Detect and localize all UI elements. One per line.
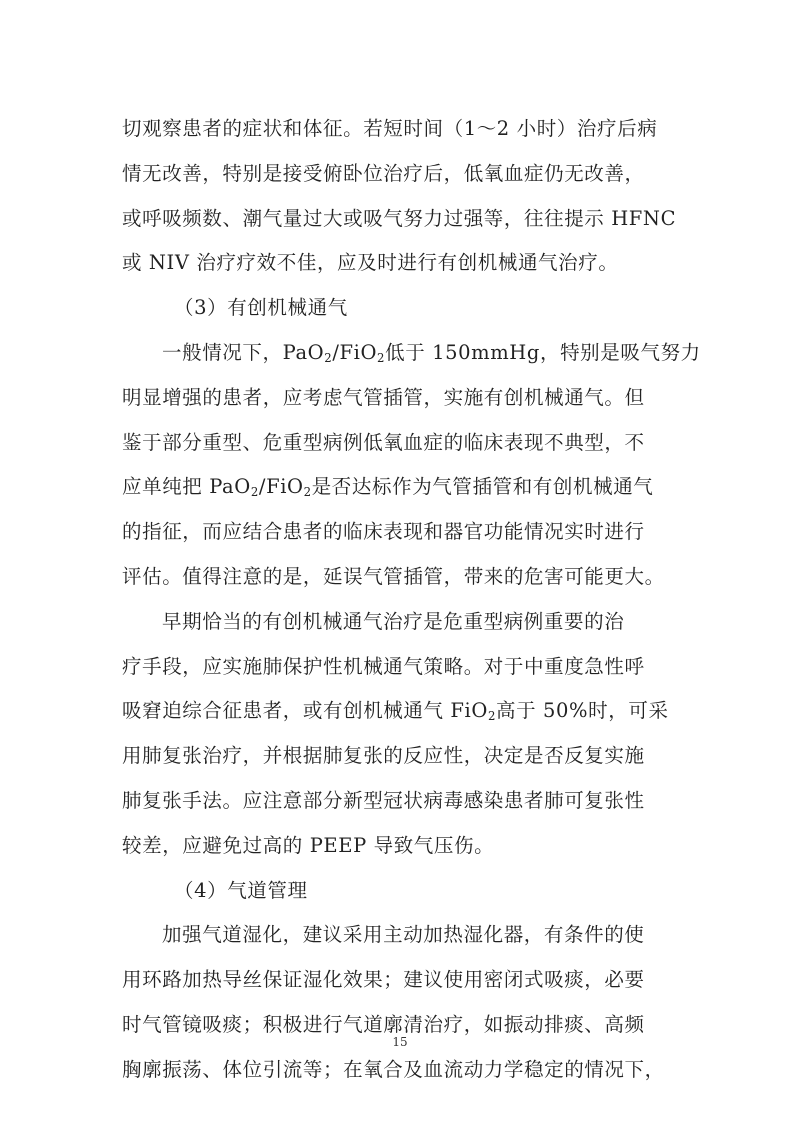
subscript: 2: [250, 485, 259, 500]
paragraph-line: 加强气道湿化，建议采用主动加热湿化器，有条件的使: [162, 923, 645, 947]
paragraph-line: [122, 465, 682, 510]
paragraph-line: 肺复张手法。应注意部分新型冠状病毒感染患者肺可复张性: [122, 788, 645, 812]
subscript: 2: [487, 709, 496, 724]
paragraph-line: 的指征，而应结合患者的临床表现和器官功能情况实时进行: [122, 520, 645, 544]
text-run: 吸窘迫综合征患者，或有创机械通气 FiO: [122, 699, 488, 723]
paragraph-line: 时气管镜吸痰；积极进行气道廓清治疗，如振动排痰、高频: [122, 1012, 645, 1036]
paragraph-line: 评估。值得注意的是，延误气管插管，带来的危害可能更大。: [122, 564, 665, 588]
paragraph-line: 明显增强的患者，应考虑气管插管，实施有创机械通气。但: [122, 385, 645, 409]
paragraph-line: 早期恰当的有创机械通气治疗是危重型病例重要的治: [162, 609, 625, 633]
text-line: 切观察患者的症状和体征。若短时间（1～2 小时）治疗后病: [122, 117, 658, 140]
subscript: 2: [324, 350, 333, 365]
section-heading-invasive-ventilation: （3）有创机械通气: [174, 296, 348, 320]
text-line: 情无改善，特别是接受俯卧位治疗后，低氧血症仍无改善，: [122, 161, 645, 185]
page-number: 15: [392, 1035, 408, 1049]
paragraph-line: 疗手段，应实施肺保护性机械通气策略。对于中重度急性呼: [122, 654, 645, 678]
paragraph-line: 较差，应避免过高的 PEEP 导致气压伤。: [122, 833, 495, 857]
paragraph-line: 胸廓振荡、体位引流等；在氧合及血流动力学稳定的情况下，: [122, 1057, 665, 1081]
paragraph-line: 鉴于部分重型、危重型病例低氧血症的临床表现不典型，不: [122, 430, 645, 454]
section-heading-airway-management: （4）气道管理: [174, 878, 308, 902]
paragraph-line: [122, 331, 701, 376]
text-run: 是否达标作为气管插管和有创机械通气: [311, 475, 654, 499]
body-text: [122, 107, 701, 1093]
text-run: 一般情况下，PaO: [162, 340, 325, 364]
text-run: 低于 150mmHg，特别是吸气努力: [385, 340, 701, 364]
text-run: /FiO: [332, 340, 378, 364]
paragraph-line: 用肺复张治疗，并根据肺复张的反应性，决定是否反复实施: [122, 744, 645, 768]
paragraph-line: [122, 689, 682, 734]
subscript: 2: [377, 350, 386, 365]
subscript: 2: [303, 485, 312, 500]
paragraph-line: 用环路加热导丝保证湿化效果；建议使用密闭式吸痰，必要: [122, 968, 645, 992]
text-line: 或 NIV 治疗疗效不佳，应及时进行有创机械通气治疗。: [122, 251, 619, 275]
text-line: 或呼吸频数、潮气量过大或吸气努力过强等，往往提示 HFNC: [122, 206, 677, 230]
text-run: /FiO: [258, 475, 304, 499]
text-run: 高于 50%时，可采: [496, 699, 669, 723]
text-run: 应单纯把 PaO: [122, 475, 251, 499]
